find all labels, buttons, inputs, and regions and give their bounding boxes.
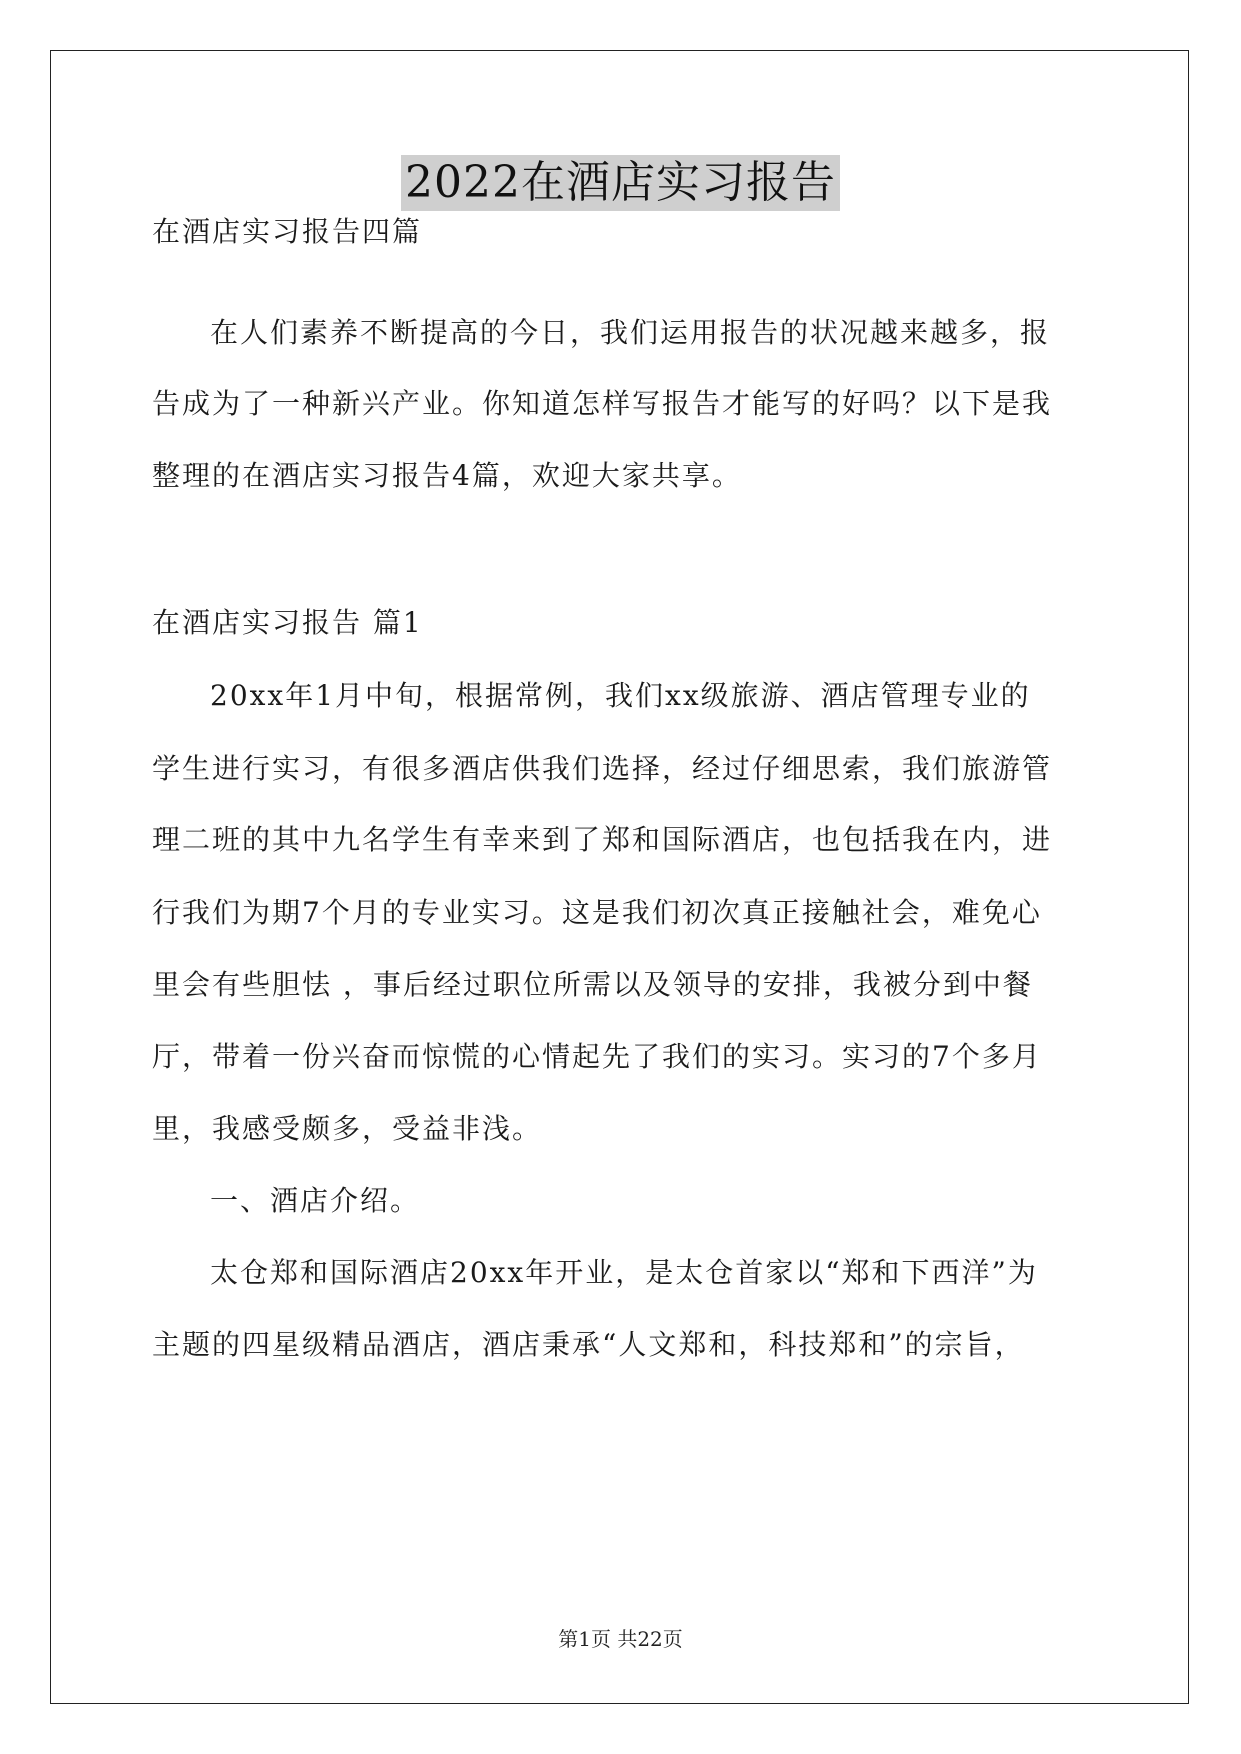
document-title: 2022在酒店实习报告: [401, 155, 840, 211]
page-number-footer: 第1页 共22页: [558, 1627, 683, 1651]
hotel-intro-line-1: 太仓郑和国际酒店20xx年开业，是太仓首家以“郑和下西洋”为: [210, 1256, 1038, 1289]
intro-line-2: 告成为了一种新兴产业。你知道怎样写报告才能写的好吗？以下是我: [152, 387, 1053, 420]
body-line-4: 行我们为期7个月的专业实习。这是我们初次真正接触社会，难免心: [152, 896, 1042, 929]
hotel-intro-line-2: 主题的四星级精品酒店，酒店秉承“人文郑和，科技郑和”的宗旨，: [152, 1328, 1025, 1361]
title-container: [0, 155, 1241, 211]
body-line-3: 理二班的其中九名学生有幸来到了郑和国际酒店，也包括我在内，进: [152, 823, 1053, 856]
body-line-7: 里，我感受颇多，受益非浅。: [152, 1112, 543, 1145]
intro-line-1: 在人们素养不断提高的今日，我们运用报告的状况越来越多，报: [210, 316, 1051, 349]
intro-line-3: 整理的在酒店实习报告4篇，欢迎大家共享。: [152, 459, 742, 492]
subheading-hotel-intro: 一、酒店介绍。: [210, 1184, 421, 1217]
body-line-5: 里会有些胆怯 ，事后经过职位所需以及领导的安排，我被分到中餐: [152, 968, 1033, 1001]
section-heading: 在酒店实习报告 篇1: [152, 606, 423, 639]
body-line-2: 学生进行实习，有很多酒店供我们选择，经过仔细思索，我们旅游管: [152, 752, 1053, 785]
page-border: [50, 50, 1189, 1704]
document-subtitle: 在酒店实习报告四篇: [152, 215, 423, 248]
body-line-1: 20xx年1月中旬，根据常例，我们xx级旅游、酒店管理专业的: [210, 679, 1031, 712]
body-line-6: 厅，带着一份兴奋而惊慌的心情起先了我们的实习。实习的7个多月: [152, 1040, 1042, 1073]
